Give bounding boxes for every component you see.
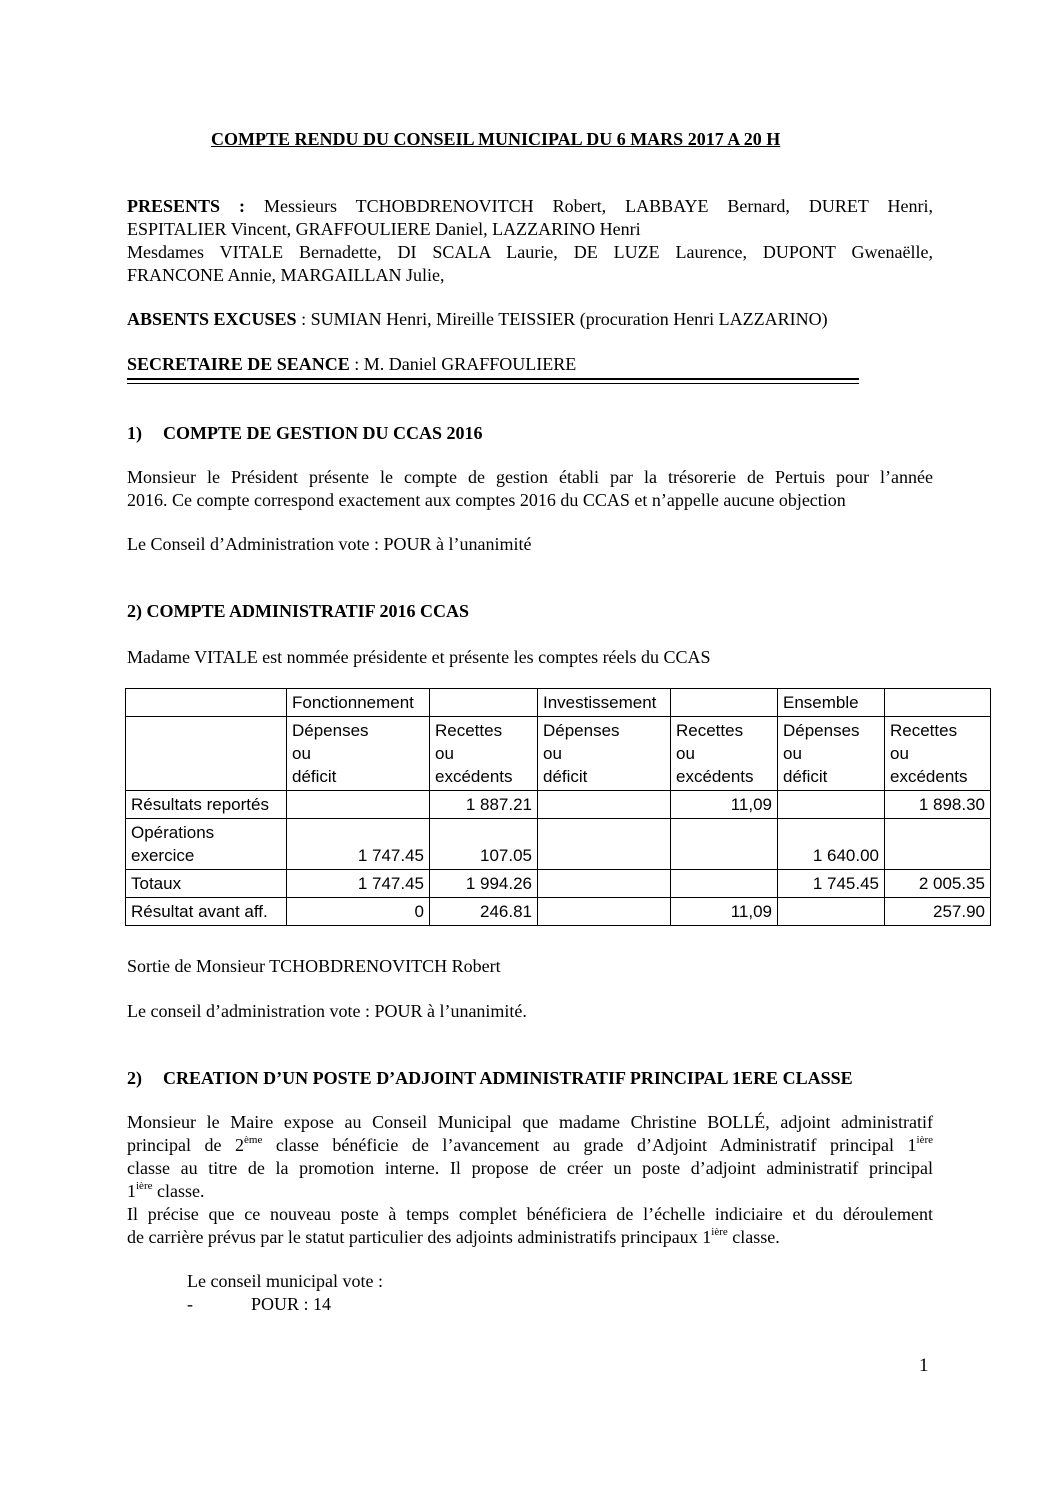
section2-vote: Le conseil d’administration vote : POUR à l’unanimité. — [127, 1001, 527, 1021]
column-header: Recettes ou excédents — [430, 717, 538, 791]
table-cell: 11,09 — [671, 898, 778, 926]
table-cell: 257.90 — [885, 898, 991, 926]
vote-dash: - — [187, 1294, 193, 1314]
table-cell — [538, 870, 671, 898]
table-cell — [538, 819, 671, 870]
row-label: Résultats reportés — [126, 791, 287, 819]
section2-intro: Madame VITALE est nommée présidente et présente les comptes réels du CCAS — [127, 647, 711, 667]
page-title: COMPTE RENDU DU CONSEIL MUNICIPAL DU 6 MARS 2017 A 20 H — [211, 129, 781, 149]
section3-heading: CREATION D’UN POSTE D’ADJOINT ADMINISTRATIF PRINCIPAL 1ERE CLASSE — [163, 1068, 853, 1088]
table-cell: 11,09 — [671, 791, 778, 819]
vote-pour: POUR : 14 — [251, 1294, 332, 1314]
table-row — [126, 819, 991, 870]
table-row — [126, 870, 991, 898]
section3-vote-intro: Le conseil municipal vote : — [187, 1271, 383, 1291]
table-cell — [778, 898, 885, 926]
section1-heading: COMPTE DE GESTION DU CCAS 2016 — [163, 423, 483, 443]
table-cell — [778, 791, 885, 819]
table-cell: 246.81 — [430, 898, 538, 926]
document-page: COMPTE RENDU DU CONSEIL MUNICIPAL DU 6 MARS 2017 A 20 H PRESENTS : Messieurs TCHOBDRENOVITCH Robert, LABBAYE Bernard, DURET Henri, ESPITALIER Vincent, GRAFFOULIERE Daniel, LAZZARINO Henri Mesdames VITALE Bernadette, DI SCALA Laurie, DE LUZE Laurence, DUPONT Gwenaëlle, FRANCONE Annie, MARGAILLAN Julie, ABSENTS EXCUSES : SUMIAN Henri, Mireille TEISSIER (procuration Henri LAZZARINO) SECRETAIRE DE SEANCE : M. Daniel GRAFFOULIERE 1) COMPTE DE GESTION DU CCAS 2016 Monsieur le Président présente le compte de gestion établi par la trésorerie de Pertuis pour l’année 2016. Ce compte correspond exactement aux comptes 2016 du CCAS et n’appelle aucune objection Le Conseil d’Administration vote : POUR à l’unanimité 2) COMPTE ADMINISTRATIF 2016 CCAS Madame VITALE est nommée présidente et présente les comptes réels du CCAS Fonctionnement Investissement Ensemble Dépenses ou déficit Recettes ou excédents Dépenses ou déficit Recettes ou excédents Dépenses ou déficit Recettes ou excédents Résultats reportés 1 887.21 11,09 1 898.30 Opérations exercice 1 747.45 107.05 1 640.00 Totaux 1 747.45 1 994.26 1 745.45 2 005.35 Résultat avant aff. 0 246.81 11,09 257.90 Sortie de Monsieur TCHOBDRENOVITCH Robert Le conseil d’administration vote : POUR à l’unanimité. 2) CREATION D’UN POSTE D’ADJOINT ADMINISTRATIF PRINCIPAL 1ERE CLASSE Monsieur le Maire expose au Conseil Municipal que madame Christine BOLLÉ, adjoint administratif principal de 2ème classe bénéficie de l’avancement au grade d’Adjoint Administratif principal $1^{ière}$ classe au titre de la promotion interne. Il propose de créer un poste d’adjoint administratif principal $1^{ière}$ classe. Il précise que ce nouveau poste à temps complet bénéficiera de l’échelle indiciaire et du déroulement de carrière prévus par le statut particulier des adjoints administratifs principaux $1^{ière}$ classe. Le conseil municipal vote : - POUR : 14 1 — [0, 0, 1058, 1497]
table-cell: 0 — [287, 898, 430, 926]
absents-label: ABSENTS EXCUSES — [127, 309, 297, 329]
sortie-line: Sortie de Monsieur TCHOBDRENOVITCH Robert — [127, 956, 501, 976]
page-number: 1 — [919, 1355, 929, 1376]
secretaire-label: SECRETAIRE DE SEANCE — [127, 354, 350, 374]
table-subheader-row — [126, 717, 991, 791]
presents-line-4: FRANCONE Annie, MARGAILLAN Julie, — [127, 265, 445, 285]
table-cell: 1 898.30 — [885, 791, 991, 819]
separator-line-under — [127, 383, 859, 384]
column-header: Dépenses ou déficit — [287, 717, 430, 791]
results-table — [125, 688, 991, 926]
section1-vote: Le Conseil d’Administration vote : POUR à l’unanimité — [127, 534, 532, 554]
presents-line-1: PRESENTS : Messieurs TCHOBDRENOVITCH Robert, LABBAYE Bernard, DURET Henri, — [127, 196, 933, 216]
table-row — [126, 898, 991, 926]
column-header: Dépenses ou déficit — [778, 717, 885, 791]
row-label: Totaux — [126, 870, 287, 898]
table-cell — [538, 898, 671, 926]
table-cell — [287, 791, 430, 819]
table-cell: 2 005.35 — [885, 870, 991, 898]
group-header: Investissement — [538, 689, 671, 717]
group-header: Ensemble — [778, 689, 885, 717]
row-label: Opérations exercice — [126, 819, 287, 870]
section1-paragraph: Monsieur le Président présente le compte de gestion établi par la trésorerie de Pertuis pour l’année — [127, 467, 933, 487]
section1-paragraph-line-2: 2016. Ce compte correspond exactement aux comptes 2016 du CCAS et n’appelle aucune objection — [127, 490, 846, 510]
row-label: Résultat avant aff. — [126, 898, 287, 926]
presents-line-3: Mesdames VITALE Bernadette, DI SCALA Laurie, DE LUZE Laurence, DUPONT Gwenaëlle, — [127, 242, 933, 262]
table-cell — [885, 819, 991, 870]
separator-line — [127, 378, 859, 380]
table-row — [126, 791, 991, 819]
table-cell: 1 640.00 — [778, 819, 885, 870]
table-cell: 1 747.45 — [287, 819, 430, 870]
table-cell — [671, 870, 778, 898]
table-cell: 1 994.26 — [430, 870, 538, 898]
table-cell: 1 745.45 — [778, 870, 885, 898]
column-header: Recettes ou excédents — [885, 717, 991, 791]
column-header: Recettes ou excédents — [671, 717, 778, 791]
table-cell: 107.05 — [430, 819, 538, 870]
column-header: Dépenses ou déficit — [538, 717, 671, 791]
table-cell: 1 747.45 — [287, 870, 430, 898]
section2-heading: 2) COMPTE ADMINISTRATIF 2016 CCAS — [127, 601, 470, 621]
table-group-header-row — [126, 689, 991, 717]
absents-line: ABSENTS EXCUSES : SUMIAN Henri, Mireille TEISSIER (procuration Henri LAZZARINO) — [127, 309, 828, 329]
table-cell: 1 887.21 — [430, 791, 538, 819]
presents-label: PRESENTS : — [127, 196, 246, 216]
secretaire-line: SECRETAIRE DE SEANCE : M. Daniel GRAFFOULIERE — [127, 354, 577, 374]
table-cell — [671, 819, 778, 870]
section1-number: 1) — [127, 423, 142, 443]
section3-number: 2) — [127, 1068, 142, 1088]
presents-line-2: ESPITALIER Vincent, GRAFFOULIERE Daniel, LAZZARINO Henri — [127, 219, 641, 239]
table-cell — [538, 791, 671, 819]
group-header: Fonctionnement — [287, 689, 430, 717]
